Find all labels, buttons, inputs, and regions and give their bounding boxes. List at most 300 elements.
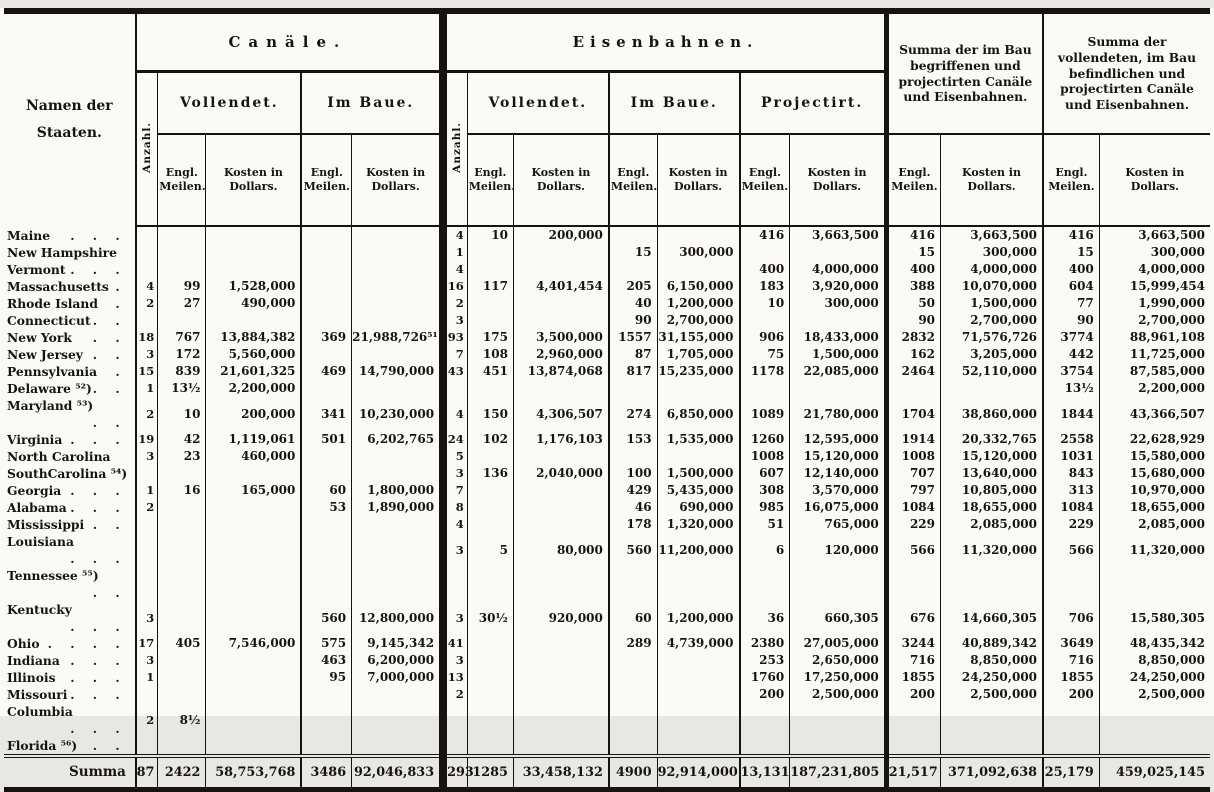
summa-label: Summa — [4, 756, 136, 790]
cell-canals-completed-cost: 58,753,768 — [206, 756, 301, 790]
cell-sum-total-miles: 2558 — [1043, 431, 1099, 448]
cell-rail-building-miles: 60 — [609, 601, 657, 635]
cell-sum-building-projected-cost — [941, 737, 1044, 756]
leader-dots: . . — [92, 347, 127, 362]
leader-dots: . . . — [70, 551, 127, 566]
cell-canals-completed-cost — [206, 567, 301, 601]
cell-sum-total-miles: 3774 — [1043, 329, 1099, 346]
cell-rail-building-miles — [609, 448, 657, 465]
cell-rail-building-miles — [609, 703, 657, 737]
cell-rail-projected-miles — [740, 703, 790, 737]
cell-canals-building-miles: 575 — [301, 635, 351, 652]
header-canals: Canäle. — [136, 11, 443, 72]
table-header — [4, 11, 1210, 226]
cell-canals-completed-cost — [206, 226, 301, 244]
cell-canals-building-cost — [352, 465, 443, 482]
table-row — [4, 601, 1210, 635]
cell-canals-building-miles: 53 — [301, 499, 351, 516]
cell-sum-total-miles: 716 — [1043, 652, 1099, 669]
cell-rail-count: 16 — [443, 278, 467, 295]
cell-canals-count: 1 — [136, 669, 158, 686]
state-name: Illinois . . . — [4, 669, 136, 686]
state-name: SouthCarolina ⁵⁴) — [7, 466, 128, 481]
cell-canals-count — [136, 312, 158, 329]
cell-rail-building-miles — [609, 261, 657, 278]
cell-rail-building-cost — [657, 380, 739, 397]
cell-rail-completed-miles: 30½ — [467, 601, 513, 635]
cell-rail-projected-miles: 51 — [740, 516, 790, 533]
header-cost: Kosten in Dollars. — [941, 134, 1044, 226]
cell-rail-completed-cost: 2,960,000 — [513, 346, 608, 363]
cell-canals-completed-miles: 10 — [158, 397, 206, 431]
cell-sum-total-miles: 90 — [1043, 312, 1099, 329]
cell-rail-projected-cost: 187,231,805 — [790, 756, 887, 790]
cell-sum-total-cost: 22,628,929 — [1099, 431, 1210, 448]
header-miles: Engl. Meilen. — [158, 134, 206, 226]
cell-rail-count — [443, 567, 467, 601]
state-name: Columbia . . . — [4, 703, 136, 737]
cell-rail-projected-miles: 6 — [740, 533, 790, 567]
cell-canals-count: 1 — [136, 380, 158, 397]
cell-canals-building-cost: 6,200,000 — [352, 652, 443, 669]
cell-rail-completed-miles: 108 — [467, 346, 513, 363]
cell-rail-completed-miles: 150 — [467, 397, 513, 431]
cell-canals-building-miles: 560 — [301, 601, 351, 635]
leader-dots: . — [115, 296, 127, 311]
state-name: Maine . . . — [4, 226, 136, 244]
table-row — [4, 533, 1210, 567]
cell-sum-building-projected-cost: 1,500,000 — [941, 295, 1044, 312]
cell-sum-building-projected-cost: 3,663,500 — [941, 226, 1044, 244]
cell-rail-projected-miles: 1008 — [740, 448, 790, 465]
cell-rail-building-cost — [657, 567, 739, 601]
cell-canals-count: 18 — [136, 329, 158, 346]
cell-sum-total-miles: 1084 — [1043, 499, 1099, 516]
leader-dots: . . . — [70, 432, 127, 447]
cell-canals-building-cost — [352, 295, 443, 312]
leader-dots: . . . — [70, 483, 127, 498]
cell-canals-completed-miles: 767 — [158, 329, 206, 346]
cell-rail-completed-cost — [513, 295, 608, 312]
cell-sum-building-projected-cost: 2,700,000 — [941, 312, 1044, 329]
cell-canals-completed-cost — [206, 601, 301, 635]
state-name: Louisiana . . . — [4, 533, 136, 567]
state-name: Mississippi . . — [4, 516, 136, 533]
cell-sum-building-projected-miles: 2464 — [886, 363, 940, 380]
leader-dots: . . — [92, 313, 127, 328]
cell-sum-building-projected-cost: 20,332,765 — [941, 431, 1044, 448]
leader-dots: . — [115, 279, 127, 294]
header-rail-building: Im Baue. — [609, 72, 740, 135]
cell-rail-projected-miles: 1178 — [740, 363, 790, 380]
cell-sum-building-projected-cost: 8,850,000 — [941, 652, 1044, 669]
cell-rail-building-miles: 817 — [609, 363, 657, 380]
leader-dots: . — [115, 364, 127, 379]
cell-canals-completed-miles — [158, 261, 206, 278]
cell-rail-completed-cost — [513, 703, 608, 737]
header-cost: Kosten in Dollars. — [513, 134, 608, 226]
cell-rail-building-cost: 5,435,000 — [657, 482, 739, 499]
cell-canals-building-cost — [352, 226, 443, 244]
cell-canals-completed-miles — [158, 669, 206, 686]
cell-sum-building-projected-miles — [886, 567, 940, 601]
cell-canals-count: 2 — [136, 703, 158, 737]
header-rail-projected: Projectirt. — [740, 72, 887, 135]
cell-sum-building-projected-miles: 388 — [886, 278, 940, 295]
cell-rail-count: 24 — [443, 431, 467, 448]
cell-rail-projected-cost: 2,500,000 — [790, 686, 887, 703]
state-name: North Carolina — [7, 449, 111, 464]
cell-sum-building-projected-cost: 10,070,000 — [941, 278, 1044, 295]
cell-sum-total-cost: 15,580,000 — [1099, 448, 1210, 465]
cell-rail-completed-miles: 1285 — [467, 756, 513, 790]
cell-rail-building-cost — [657, 703, 739, 737]
cell-sum-building-projected-cost: 2,500,000 — [941, 686, 1044, 703]
state-name: New York . . — [4, 329, 136, 346]
cell-canals-building-miles — [301, 295, 351, 312]
cell-rail-building-cost: 11,200,000 — [657, 533, 739, 567]
cell-rail-completed-cost — [513, 448, 608, 465]
cell-canals-count: 3 — [136, 601, 158, 635]
cell-rail-completed-miles — [467, 635, 513, 652]
cell-canals-count — [136, 686, 158, 703]
cell-rail-count: 3 — [443, 312, 467, 329]
cell-canals-completed-miles — [158, 516, 206, 533]
cell-rail-projected-cost: 15,120,000 — [790, 448, 887, 465]
state-name: Florida ⁵⁶) . . — [4, 737, 136, 756]
cell-rail-completed-miles — [467, 567, 513, 601]
cell-rail-building-cost: 1,535,000 — [657, 431, 739, 448]
table-row — [4, 737, 1210, 756]
cell-rail-building-cost — [657, 686, 739, 703]
cell-rail-completed-miles — [467, 261, 513, 278]
cell-rail-completed-miles — [467, 686, 513, 703]
cell-rail-completed-cost — [513, 261, 608, 278]
cell-sum-building-projected-miles — [886, 703, 940, 737]
state-name: Connecticut . . — [4, 312, 136, 329]
table-row — [4, 703, 1210, 737]
cell-sum-total-cost: 4,000,000 — [1099, 261, 1210, 278]
cell-canals-completed-cost — [206, 261, 301, 278]
cell-rail-building-cost: 1,705,000 — [657, 346, 739, 363]
table-row — [4, 295, 1210, 312]
cell-sum-total-cost — [1099, 567, 1210, 601]
cell-sum-total-miles: 1031 — [1043, 448, 1099, 465]
cell-rail-count: 2 — [443, 686, 467, 703]
cell-canals-building-cost: 12,800,000 — [352, 601, 443, 635]
cell-sum-total-miles: 566 — [1043, 533, 1099, 567]
cell-sum-total-cost: 88,961,108 — [1099, 329, 1210, 346]
cell-canals-completed-cost: 1,528,000 — [206, 278, 301, 295]
cell-canals-building-cost — [352, 380, 443, 397]
cell-canals-count: 2 — [136, 397, 158, 431]
leader-dots: . . — [92, 517, 127, 532]
cell-canals-completed-cost — [206, 737, 301, 756]
table-row — [4, 669, 1210, 686]
cell-sum-building-projected-miles — [886, 380, 940, 397]
cell-canals-building-miles: 3486 — [301, 756, 351, 790]
cell-sum-building-projected-miles: 716 — [886, 652, 940, 669]
cell-rail-completed-miles — [467, 244, 513, 261]
cell-sum-building-projected-miles: 50 — [886, 295, 940, 312]
cell-rail-completed-cost — [513, 312, 608, 329]
cell-rail-projected-miles — [740, 244, 790, 261]
cell-rail-building-cost: 4,739,000 — [657, 635, 739, 652]
cell-rail-completed-miles: 10 — [467, 226, 513, 244]
cell-canals-building-miles: 60 — [301, 482, 351, 499]
cell-rail-building-cost: 2,700,000 — [657, 312, 739, 329]
cell-sum-total-cost: 2,085,000 — [1099, 516, 1210, 533]
cell-rail-building-cost: 690,000 — [657, 499, 739, 516]
cell-rail-completed-miles: 117 — [467, 278, 513, 295]
cell-rail-building-miles: 429 — [609, 482, 657, 499]
cell-sum-building-projected-cost: 4,000,000 — [941, 261, 1044, 278]
header-sum-building-projected: Summa der im Bau begriffenen und projectirten Canäle und Eisenbahnen. — [886, 11, 1043, 134]
cell-rail-building-cost — [657, 261, 739, 278]
cell-rail-completed-cost: 200,000 — [513, 226, 608, 244]
cell-rail-projected-cost — [790, 703, 887, 737]
leader-dots: . . — [92, 381, 127, 396]
cell-rail-completed-miles — [467, 312, 513, 329]
state-name: Missouri . . . — [4, 686, 136, 703]
cell-rail-projected-cost — [790, 567, 887, 601]
cell-rail-building-miles: 100 — [609, 465, 657, 482]
cell-rail-completed-miles: 136 — [467, 465, 513, 482]
cell-sum-building-projected-miles: 676 — [886, 601, 940, 635]
cell-rail-completed-cost — [513, 686, 608, 703]
cell-sum-building-projected-miles: 797 — [886, 482, 940, 499]
cell-rail-completed-cost — [513, 567, 608, 601]
cell-canals-building-miles — [301, 567, 351, 601]
header-miles: Engl. Meilen. — [609, 134, 657, 226]
cell-canals-building-cost — [352, 686, 443, 703]
cell-canals-building-miles — [301, 533, 351, 567]
table-row — [4, 329, 1210, 346]
cell-canals-building-miles — [301, 737, 351, 756]
cell-rail-completed-miles — [467, 380, 513, 397]
cell-canals-completed-cost — [206, 499, 301, 516]
cell-sum-building-projected-miles: 162 — [886, 346, 940, 363]
leader-dots: . . — [92, 738, 127, 753]
cell-sum-total-cost: 24,250,000 — [1099, 669, 1210, 686]
table-row — [4, 652, 1210, 669]
cell-rail-completed-cost: 13,874,068 — [513, 363, 608, 380]
cell-sum-total-miles — [1043, 567, 1099, 601]
cell-rail-building-miles — [609, 686, 657, 703]
cell-rail-completed-miles: 175 — [467, 329, 513, 346]
cell-canals-count: 2 — [136, 295, 158, 312]
state-name: New Hampshire — [7, 245, 117, 260]
cell-rail-projected-cost — [790, 312, 887, 329]
table-row — [4, 567, 1210, 601]
cell-canals-completed-cost: 165,000 — [206, 482, 301, 499]
cell-rail-count: 3 — [443, 652, 467, 669]
cell-rail-count: 13 — [443, 669, 467, 686]
leader-dots: . . . — [70, 653, 127, 668]
cell-rail-count: 2 — [443, 295, 467, 312]
cell-canals-building-miles — [301, 312, 351, 329]
cell-sum-building-projected-miles: 229 — [886, 516, 940, 533]
cell-sum-building-projected-miles — [886, 737, 940, 756]
cell-sum-total-cost: 15,999,454 — [1099, 278, 1210, 295]
cell-canals-completed-miles — [158, 686, 206, 703]
cell-canals-completed-miles: 2422 — [158, 756, 206, 790]
cell-canals-count — [136, 261, 158, 278]
cell-rail-building-cost: 15,235,000 — [657, 363, 739, 380]
cell-rail-building-miles — [609, 737, 657, 756]
table-row — [4, 465, 1210, 482]
header-canals-completed: Vollendet. — [158, 72, 302, 135]
cell-rail-completed-cost: 4,401,454 — [513, 278, 608, 295]
cell-sum-building-projected-miles: 566 — [886, 533, 940, 567]
leader-dots: . . — [92, 585, 127, 600]
cell-rail-building-miles: 40 — [609, 295, 657, 312]
cell-canals-building-cost — [352, 261, 443, 278]
cell-rail-count: 7 — [443, 346, 467, 363]
header-row-units — [4, 134, 1210, 226]
cell-sum-building-projected-miles: 1704 — [886, 397, 940, 431]
cell-sum-building-projected-cost: 71,576,726 — [941, 329, 1044, 346]
cell-canals-building-cost — [352, 703, 443, 737]
cell-rail-building-cost: 92,914,000 — [657, 756, 739, 790]
cell-sum-total-miles: 3754 — [1043, 363, 1099, 380]
cell-canals-building-cost: 6,202,765 — [352, 431, 443, 448]
cell-canals-building-cost — [352, 346, 443, 363]
cell-sum-building-projected-miles: 707 — [886, 465, 940, 482]
cell-sum-building-projected-cost — [941, 380, 1044, 397]
cell-rail-building-miles: 560 — [609, 533, 657, 567]
cell-canals-completed-miles — [158, 601, 206, 635]
header-miles: Engl. Meilen. — [301, 134, 351, 226]
cell-rail-completed-miles — [467, 499, 513, 516]
cell-canals-completed-miles — [158, 244, 206, 261]
leader-dots: . . . — [70, 262, 127, 277]
cell-sum-building-projected-cost: 2,085,000 — [941, 516, 1044, 533]
cell-canals-building-miles — [301, 261, 351, 278]
cell-sum-building-projected-miles: 200 — [886, 686, 940, 703]
leader-dots: . . . — [70, 500, 127, 515]
cell-canals-completed-miles: 23 — [158, 448, 206, 465]
cell-rail-count — [443, 737, 467, 756]
table-row — [4, 261, 1210, 278]
cell-sum-total-miles: 3649 — [1043, 635, 1099, 652]
cell-rail-count: 293 — [443, 756, 467, 790]
cell-canals-building-cost — [352, 312, 443, 329]
cell-canals-building-cost: 7,000,000 — [352, 669, 443, 686]
cell-rail-completed-cost — [513, 244, 608, 261]
cell-canals-building-miles — [301, 703, 351, 737]
leader-dots: . . . . — [47, 636, 127, 651]
cell-rail-building-cost: 6,150,000 — [657, 278, 739, 295]
state-name: Kentucky . . . — [4, 601, 136, 635]
cell-canals-completed-cost — [206, 533, 301, 567]
header-sum-total: Summa der vollendeten, im Bau befindlichen und projectirten Canäle und Eisenbahnen. — [1043, 11, 1210, 134]
cell-rail-projected-cost: 300,000 — [790, 295, 887, 312]
cell-canals-completed-miles: 16 — [158, 482, 206, 499]
cell-sum-building-projected-miles: 90 — [886, 312, 940, 329]
cell-sum-building-projected-cost: 15,120,000 — [941, 448, 1044, 465]
cell-rail-building-miles: 289 — [609, 635, 657, 652]
cell-sum-total-miles: 13½ — [1043, 380, 1099, 397]
table-row — [4, 686, 1210, 703]
cell-rail-count: 5 — [443, 448, 467, 465]
cell-rail-projected-miles: 1760 — [740, 669, 790, 686]
cell-canals-count: 15 — [136, 363, 158, 380]
cell-rail-projected-miles — [740, 380, 790, 397]
cell-sum-total-cost: 3,663,500 — [1099, 226, 1210, 244]
cell-sum-building-projected-cost: 14,660,305 — [941, 601, 1044, 635]
cell-canals-completed-cost — [206, 465, 301, 482]
cell-rail-projected-miles: 13,131 — [740, 756, 790, 790]
cell-canals-count — [136, 244, 158, 261]
cell-rail-count: 3 — [443, 533, 467, 567]
cell-canals-building-cost — [352, 448, 443, 465]
cell-sum-total-cost: 48,435,342 — [1099, 635, 1210, 652]
cell-sum-total-cost: 43,366,507 — [1099, 397, 1210, 431]
cell-sum-building-projected-miles: 416 — [886, 226, 940, 244]
leader-dots: . . . — [70, 227, 127, 243]
cell-rail-projected-cost: 2,650,000 — [790, 652, 887, 669]
cell-rail-building-cost — [657, 652, 739, 669]
cell-rail-count: 8 — [443, 499, 467, 516]
cell-rail-completed-miles — [467, 669, 513, 686]
cell-canals-count: 2 — [136, 499, 158, 516]
cell-canals-count: 19 — [136, 431, 158, 448]
cell-canals-completed-cost: 200,000 — [206, 397, 301, 431]
cell-rail-count — [443, 380, 467, 397]
cell-rail-building-miles: 274 — [609, 397, 657, 431]
cell-canals-building-miles: 463 — [301, 652, 351, 669]
cell-canals-building-cost — [352, 278, 443, 295]
cell-sum-building-projected-miles: 2832 — [886, 329, 940, 346]
cell-rail-count — [443, 703, 467, 737]
cell-canals-building-cost: 1,800,000 — [352, 482, 443, 499]
cell-canals-building-miles — [301, 465, 351, 482]
cell-canals-building-miles — [301, 686, 351, 703]
cell-sum-total-cost — [1099, 703, 1210, 737]
cell-rail-projected-miles: 400 — [740, 261, 790, 278]
cell-rail-building-miles: 205 — [609, 278, 657, 295]
cell-rail-projected-miles: 75 — [740, 346, 790, 363]
state-name: Virginia . . . — [4, 431, 136, 448]
table-row — [4, 312, 1210, 329]
cell-canals-count: 87 — [136, 756, 158, 790]
cell-canals-building-miles — [301, 278, 351, 295]
cell-sum-total-miles: 843 — [1043, 465, 1099, 482]
leader-dots: . . — [92, 330, 127, 345]
cell-rail-completed-miles — [467, 482, 513, 499]
cell-canals-building-cost: 9,145,342 — [352, 635, 443, 652]
cell-rail-projected-miles: 253 — [740, 652, 790, 669]
cell-canals-building-cost: 21,988,726⁵¹ — [352, 329, 443, 346]
table-row — [4, 397, 1210, 431]
cell-rail-completed-cost: 4,306,507 — [513, 397, 608, 431]
cell-canals-completed-miles: 839 — [158, 363, 206, 380]
table-row — [4, 431, 1210, 448]
cell-rail-completed-miles — [467, 652, 513, 669]
cell-rail-projected-cost: 120,000 — [790, 533, 887, 567]
table-row — [4, 635, 1210, 652]
cell-canals-count — [136, 567, 158, 601]
cell-canals-building-miles — [301, 244, 351, 261]
cell-rail-completed-cost: 920,000 — [513, 601, 608, 635]
table-row — [4, 244, 1210, 261]
cell-sum-building-projected-cost — [941, 567, 1044, 601]
cell-rail-building-miles: 4900 — [609, 756, 657, 790]
cell-rail-completed-miles: 451 — [467, 363, 513, 380]
cell-rail-projected-cost: 16,075,000 — [790, 499, 887, 516]
cell-rail-projected-cost: 1,500,000 — [790, 346, 887, 363]
